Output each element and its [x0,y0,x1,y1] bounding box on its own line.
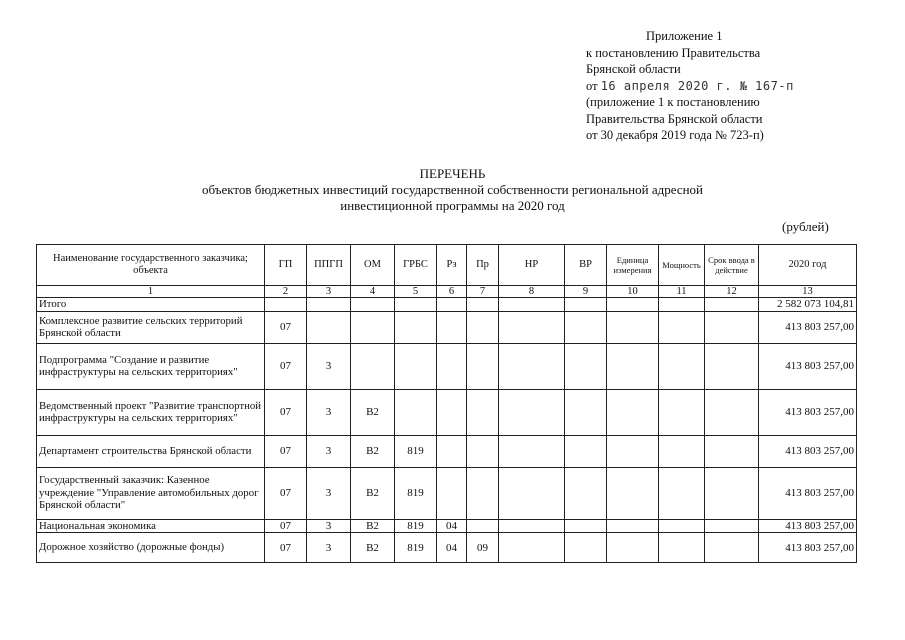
handwritten-date: 16 апреля 2020 г. № 167-п [600,78,794,93]
code-cell: B2 [351,435,395,467]
code-cell [499,311,565,343]
code-cell [351,311,395,343]
units-label: (рублей) [782,219,829,234]
code-cell [351,343,395,389]
code-cell [607,311,659,343]
code-cell: B2 [351,389,395,435]
code-cell: 819 [395,435,437,467]
code-cell [351,298,395,312]
code-cell: 07 [265,467,307,519]
amount-cell: 2 582 073 104,81 [759,298,857,312]
column-number: 5 [395,286,437,298]
code-cell [565,519,607,533]
code-cell: B2 [351,519,395,533]
code-cell [705,389,759,435]
appendix-line: (приложение 1 к постановлению [586,95,760,109]
appendix-line: к постановлению Правительства [586,45,761,60]
code-cell [659,311,705,343]
column-number: 13 [759,286,857,298]
column-number: 9 [565,286,607,298]
code-cell [437,389,467,435]
amount-cell: 413 803 257,00 [759,533,857,563]
code-cell [565,311,607,343]
column-number-row [37,286,857,298]
row-customer [37,467,857,519]
code-cell [395,343,437,389]
code-cell [565,533,607,563]
column-number: 2 [265,286,307,298]
code-cell [437,343,467,389]
code-cell [607,343,659,389]
code-cell [467,519,499,533]
header-capacity: Мощность [659,245,705,286]
code-cell: 07 [265,389,307,435]
code-cell [659,467,705,519]
code-cell: 3 [307,389,351,435]
appendix-line: Брянской области [586,62,681,76]
header-commission-date: Срок ввода в действие [705,245,759,286]
code-cell [565,389,607,435]
code-cell [499,435,565,467]
header-unit: Единица измерения [607,245,659,286]
amount-cell: 413 803 257,00 [759,343,857,389]
header-pr: Пр [467,245,499,286]
code-cell [467,311,499,343]
code-cell [705,298,759,312]
investment-table [36,244,857,563]
header-rz: Рз [437,245,467,286]
column-number: 1 [37,286,265,298]
code-cell [607,533,659,563]
code-cell [659,533,705,563]
code-cell: B2 [351,467,395,519]
code-cell [467,389,499,435]
row-name-cell: Комплексное развитие сельских территорий Брянской области [37,311,265,343]
code-cell: 07 [265,311,307,343]
document-title [0,166,905,214]
header-vr: ВР [565,245,607,286]
amount-cell: 413 803 257,00 [759,435,857,467]
code-cell [499,519,565,533]
code-cell [467,435,499,467]
code-cell [565,343,607,389]
code-cell [705,343,759,389]
code-cell [705,311,759,343]
code-cell [565,467,607,519]
appendix-block [586,28,794,144]
code-cell [607,519,659,533]
row-name-cell: Национальная экономика [37,519,265,533]
row-road-funds [37,533,857,563]
code-cell: 819 [395,519,437,533]
code-cell [467,467,499,519]
header-row [37,245,857,286]
code-cell: 3 [307,467,351,519]
amount-cell: 413 803 257,00 [759,519,857,533]
code-cell [565,435,607,467]
title-line: инвестиционной программы на 2020 год [340,198,565,213]
code-cell [395,298,437,312]
code-cell: 04 [437,519,467,533]
appendix-line: Правительства Брянской области [586,111,763,126]
header-grbs: ГРБС [395,245,437,286]
code-cell: 3 [307,435,351,467]
row-department [37,435,857,467]
code-cell [607,435,659,467]
code-cell [607,298,659,312]
row-economy [37,519,857,533]
row-project [37,389,857,435]
code-cell [307,311,351,343]
appendix-line: от 30 декабря 2019 года № 723-п) [586,128,764,142]
code-cell [499,533,565,563]
code-cell: 09 [467,533,499,563]
title-heading: ПЕРЕЧЕНЬ [419,166,486,181]
row-program [37,311,857,343]
code-cell [659,519,705,533]
code-cell: 3 [307,519,351,533]
code-cell [437,435,467,467]
code-cell: 3 [307,343,351,389]
code-cell [499,467,565,519]
header-nr: НР [499,245,565,286]
row-name-cell: Итого [37,298,265,312]
code-cell: 819 [395,533,437,563]
header-gp: ГП [265,245,307,286]
code-cell: 819 [395,467,437,519]
code-cell [705,519,759,533]
code-cell [499,389,565,435]
code-cell [437,467,467,519]
code-cell [437,311,467,343]
row-name-cell: Дорожное хозяйство (дорожные фонды) [37,533,265,563]
code-cell [395,311,437,343]
code-cell: 04 [437,533,467,563]
code-cell [499,343,565,389]
code-cell [607,389,659,435]
column-number: 8 [499,286,565,298]
column-number: 11 [659,286,705,298]
appendix-date-line [586,78,794,95]
code-cell [265,298,307,312]
title-line: объектов бюджетных инвестиций государственной собственности региональной адресной [201,182,703,197]
code-cell [467,343,499,389]
code-cell [467,298,499,312]
code-cell: 07 [265,343,307,389]
row-total [37,298,857,312]
code-cell [659,343,705,389]
code-cell [705,467,759,519]
code-cell: 07 [265,519,307,533]
row-name-cell: Подпрограмма "Создание и развитие инфраструктуры на сельских территориях" [37,343,265,389]
row-subprogram [37,343,857,389]
code-cell: B2 [351,533,395,563]
column-number: 4 [351,286,395,298]
row-name-cell: Государственный заказчик: Казенное учреждение "Управление автомобильных дорог Брянской области" [37,467,265,519]
code-cell: 07 [265,533,307,563]
amount-cell: 413 803 257,00 [759,389,857,435]
code-cell [659,298,705,312]
header-name: Наименование государственного заказчика; объекта [37,245,265,286]
header-ppgp: ППГП [307,245,351,286]
code-cell [659,389,705,435]
header-2020: 2020 год [759,245,857,286]
code-cell [705,435,759,467]
code-cell: 3 [307,533,351,563]
appendix-title: Приложение 1 [646,29,723,43]
column-number: 3 [307,286,351,298]
column-number: 6 [437,286,467,298]
code-cell: 07 [265,435,307,467]
code-cell [607,467,659,519]
column-number: 12 [705,286,759,298]
code-cell [437,298,467,312]
code-cell [307,298,351,312]
column-number: 7 [467,286,499,298]
code-cell [659,435,705,467]
code-cell [705,533,759,563]
amount-cell: 413 803 257,00 [759,311,857,343]
appendix-from-prefix: от [586,78,598,93]
code-cell [395,389,437,435]
amount-cell: 413 803 257,00 [759,467,857,519]
row-name-cell: Департамент строительства Брянской области [37,435,265,467]
row-name-cell: Ведомственный проект "Развитие транспортной инфраструктуры на сельских территориях" [37,389,265,435]
code-cell [499,298,565,312]
code-cell [565,298,607,312]
header-om: ОМ [351,245,395,286]
column-number: 10 [607,286,659,298]
